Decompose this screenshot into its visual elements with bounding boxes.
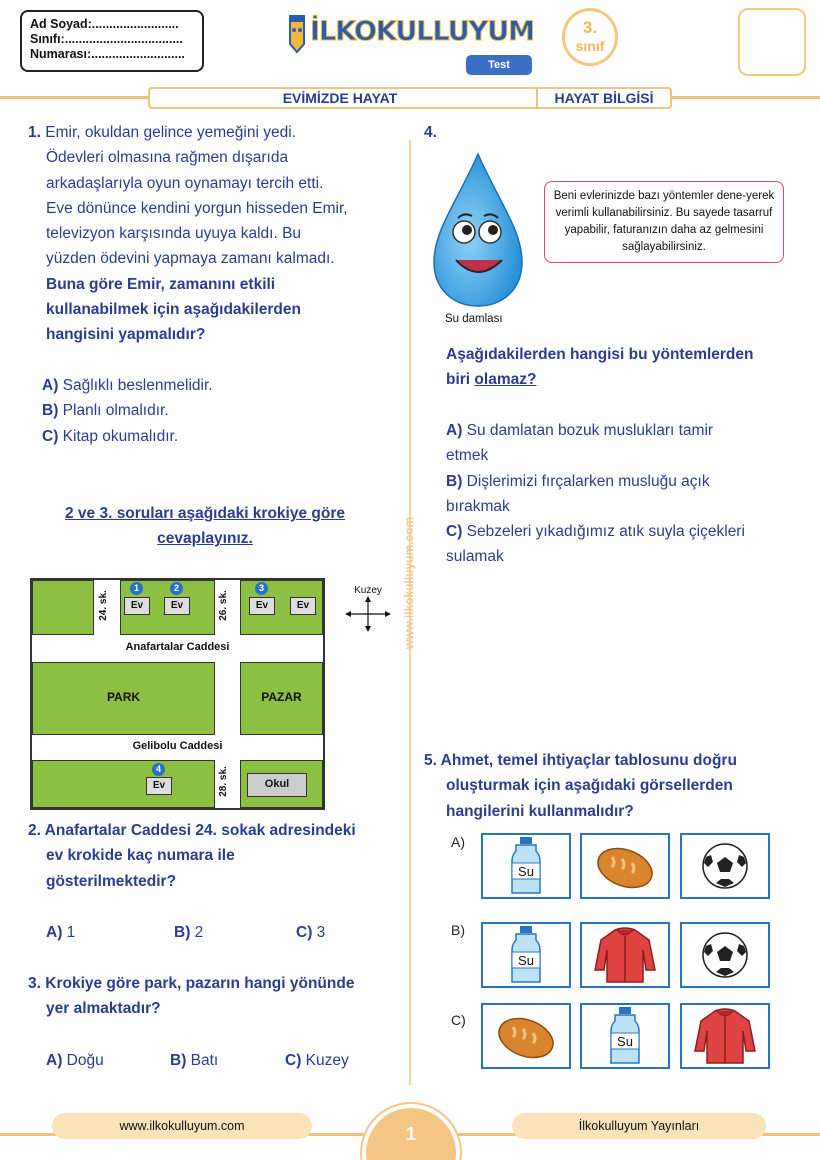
marker-4: 4 [152, 763, 165, 776]
q5-line: Ahmet, temel ihtiyaçlar tablosunu doğru [440, 752, 737, 769]
bread-icon [483, 1005, 569, 1067]
option-letter: A) [46, 1052, 63, 1069]
q1-option-b[interactable] [42, 398, 213, 423]
q4-question-emphasis: olamaz? [474, 371, 537, 389]
map-intro [30, 501, 380, 552]
option-letter: A) [446, 422, 463, 439]
option-letter: B) [170, 1052, 187, 1069]
q1-number: 1. [28, 124, 41, 141]
bread-icon [582, 835, 668, 897]
subject-title: HAYAT BİLGİSİ [554, 90, 654, 106]
street-24-label: 24. sk. [97, 590, 109, 621]
q4-options [446, 418, 806, 570]
street-26-label: 26. sk. [217, 590, 229, 621]
question-5 [424, 748, 804, 824]
house-1: Ev [124, 597, 150, 615]
footer-publisher: İlkokulluyum Yayınları [512, 1113, 766, 1139]
q1-question-line: kullanabilmek için aşağıdakilerden [46, 301, 301, 319]
compass-label: Kuzey [354, 585, 382, 596]
student-number-line: Numarası:........................... [30, 47, 185, 61]
house-3: Ev [249, 597, 275, 615]
marker-3: 3 [255, 582, 268, 595]
park-label: PARK [106, 690, 141, 704]
option-text: Sağlıklı beslenmelidir. [62, 377, 213, 394]
q2-option-b[interactable] [174, 920, 203, 945]
marker-1: 1 [130, 582, 143, 595]
q5-picture-bread [481, 1003, 571, 1069]
q3-option-a[interactable] [46, 1048, 104, 1073]
jacket-icon [682, 1005, 768, 1067]
grade-badge [562, 8, 618, 66]
page-number-badge [362, 1104, 460, 1160]
option-text: Doğu [66, 1052, 104, 1069]
q1-option-c[interactable] [42, 424, 213, 449]
test-badge: Test [466, 55, 532, 75]
marker-2: 2 [170, 582, 183, 595]
q5-line: oluşturmak için aşağıdaki görsellerden [446, 777, 733, 795]
q2-line: gösterilmektedir? [46, 872, 177, 890]
q5-picture-water-bottle [580, 1003, 670, 1069]
pencil-icon [284, 14, 310, 54]
option-text: Planlı olmalıdır. [62, 402, 169, 420]
q5-option-c-letter[interactable]: C) [451, 1012, 466, 1028]
grade-number: 3. [582, 18, 598, 37]
score-box[interactable] [738, 8, 806, 76]
logo-text: İLKOKULLUYUM [310, 16, 534, 47]
house: Ev [290, 597, 316, 615]
q5-option-a-letter[interactable]: A) [451, 834, 465, 850]
q4-question-line: Aşağıdakilerden hangisi bu yöntemlerden [446, 346, 754, 363]
soccer-ball-icon [682, 835, 768, 897]
house-4: Ev [146, 777, 172, 795]
map-intro-line: cevaplayınız. [157, 530, 253, 548]
q2-option-c[interactable] [296, 920, 325, 945]
option-letter: A) [42, 377, 59, 394]
q4-option-b[interactable] [446, 469, 806, 520]
q1-question-line: Buna göre Emir, zamanını etkili [46, 275, 276, 293]
q4-option-c[interactable] [446, 519, 806, 570]
option-letter: C) [446, 523, 463, 541]
footer-website[interactable]: www.ilkokulluyum.com [52, 1113, 312, 1139]
question-1 [28, 120, 400, 348]
q2-option-a[interactable] [46, 920, 75, 945]
q1-line: Emir, okuldan gelince yemeğini yedi. [45, 124, 296, 141]
q1-line: Eve dönünce kendini yorgun hisseden Emir, [46, 199, 348, 217]
q1-line: yüzden ödevini yapmaya zamanı kalmadı. [46, 250, 335, 268]
option-text: 2 [194, 924, 204, 941]
pazar-label: PAZAR [261, 690, 302, 704]
option-text: Su damlatan bozuk muslukları tamir [466, 422, 714, 439]
unit-title: EVİMİZDE HAYAT [282, 90, 398, 106]
option-text: bırakmak [446, 497, 510, 515]
option-letter: B) [42, 402, 59, 420]
q5-number: 5. [424, 752, 437, 769]
question-2 [28, 818, 400, 894]
street-map [30, 578, 325, 810]
map-block [32, 760, 215, 808]
option-letter: B) [446, 472, 463, 490]
water-bottle-icon [483, 835, 569, 897]
q5-picture-jacket [680, 1003, 770, 1069]
q1-line: Ödevleri olmasına rağmen dışarıda [46, 149, 289, 167]
q3-option-b[interactable] [170, 1048, 218, 1073]
q5-picture-jacket [580, 922, 670, 988]
option-text: etmek [446, 447, 489, 465]
house-2: Ev [164, 597, 190, 615]
soccer-ball-icon [682, 924, 768, 986]
page-number: 1 [405, 1124, 416, 1144]
option-text: Kitap okumalıdır. [62, 427, 179, 445]
option-text: Sebzeleri yıkadığımız atık suyla çiçekleri [466, 523, 745, 541]
question-3 [28, 971, 400, 1022]
q1-line: televizyon karşısında uyuya kaldı. Bu [46, 225, 302, 243]
grade-word: sınıf [575, 38, 605, 54]
q2-number: 2. [28, 822, 41, 839]
option-text: Kuzey [305, 1052, 349, 1069]
q3-line: Krokiye göre park, pazarın hangi yönünde [45, 975, 355, 992]
map-intro-line: 2 ve 3. soruları aşağıdaki krokiye göre [64, 505, 345, 522]
q5-picture-soccer-ball [680, 833, 770, 899]
option-text: 3 [316, 924, 326, 941]
jacket-icon [582, 924, 668, 986]
svg-text:Su: Su [518, 953, 534, 968]
water-bottle-icon [582, 1005, 668, 1067]
compass [345, 585, 391, 635]
q5-line: hangilerini kullanmalıdır? [446, 802, 634, 820]
q3-line: yer almaktadır? [46, 1000, 161, 1018]
school: Okul [247, 773, 307, 797]
compass-cross-icon [345, 596, 391, 632]
water-drop-icon [428, 150, 528, 310]
vertical-watermark: www.ilkokulluyum.com [402, 516, 416, 650]
q5-picture-water-bottle [481, 922, 571, 988]
svg-text:Su: Su [617, 1034, 633, 1049]
q4-question-line: biri [446, 371, 475, 389]
q4-number: 4. [424, 124, 437, 141]
drop-caption: Su damlası [445, 313, 503, 325]
student-name-line: Ad Soyad:......................... [30, 17, 179, 31]
option-text: 1 [66, 924, 76, 941]
student-class-line: Sınıfı:.................................. [30, 32, 183, 46]
q5-picture-soccer-ball [680, 922, 770, 988]
q2-line: Anafartalar Caddesi 24. sokak adresindeki [44, 822, 356, 839]
option-letter: C) [285, 1052, 302, 1069]
option-letter: C) [42, 427, 59, 445]
q5-picture-water-bottle [481, 833, 571, 899]
q5-option-b-letter[interactable]: B) [451, 922, 465, 938]
q3-option-c[interactable] [285, 1048, 349, 1073]
q1-line: arkadaşlarıyla oyun oynamayı tercih etti. [46, 174, 324, 192]
option-text: sulamak [446, 548, 504, 566]
q4-question [446, 342, 806, 393]
svg-text:Su: Su [518, 864, 534, 879]
q4-option-a[interactable] [446, 418, 806, 469]
water-bottle-icon [483, 924, 569, 986]
gelibolu-avenue-label: Gelibolu Caddesi [132, 740, 223, 752]
option-text: Dişlerimizi fırçalarken musluğu açık [466, 472, 710, 490]
map-block [32, 580, 94, 635]
q1-question-line: hangisini yapmalıdır? [46, 326, 206, 344]
student-info-box [20, 10, 204, 72]
q1-option-a[interactable] [42, 373, 213, 398]
q5-picture-bread [580, 833, 670, 899]
anafartalar-avenue-label: Anafartalar Caddesi [125, 641, 230, 653]
q3-number: 3. [28, 975, 41, 992]
option-letter: A) [46, 924, 63, 941]
option-letter: B) [174, 924, 191, 941]
option-letter: C) [296, 924, 313, 941]
q2-line: ev krokide kaç numara ile [46, 847, 235, 865]
q1-options [42, 373, 213, 449]
street-28-label: 28. sk. [217, 766, 229, 797]
option-text: Batı [190, 1052, 219, 1069]
speech-bubble: Beni evlerinizde bazı yöntemler dene-yerek verimli kullanabilirsiniz. Bu sayede tasarruf yapabilir, faturanızın daha az gelmesini sağlayabilirsiniz. [544, 181, 784, 263]
